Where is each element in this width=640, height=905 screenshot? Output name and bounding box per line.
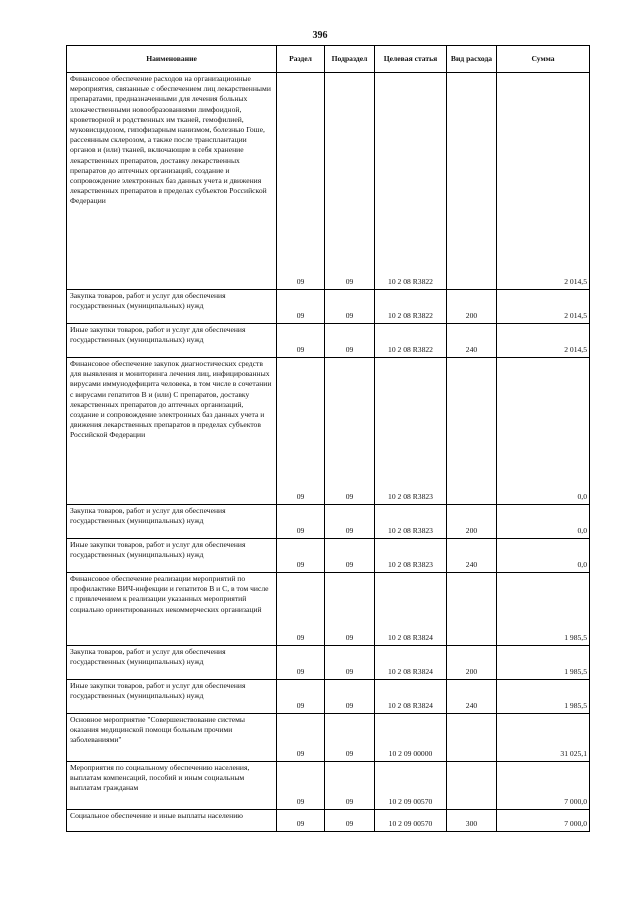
table-row [67, 505, 590, 539]
cell-article: 10 2 08 R3822 [375, 290, 447, 324]
cell-podrazdel: 09 [325, 762, 375, 810]
cell-razdel: 09 [277, 539, 325, 573]
cell-name: Финансовое обеспечение реализации мероприятий по профилактике ВИЧ-инфекции и гепатитов B и C, в том числе с привлечением к реализации указанных мероприятий социально ориентированных некоммерческих организаций [67, 573, 277, 646]
cell-name: Закупка товаров, работ и услуг для обеспечения государственных (муниципальных) нужд [67, 505, 277, 539]
cell-vid: 200 [447, 505, 497, 539]
cell-vid [447, 714, 497, 762]
cell-name: Закупка товаров, работ и услуг для обеспечения государственных (муниципальных) нужд [67, 290, 277, 324]
header-name: Наименование [67, 46, 277, 73]
cell-podrazdel: 09 [325, 810, 375, 832]
cell-sum: 0,0 [497, 539, 590, 573]
cell-name: Иные закупки товаров, работ и услуг для обеспечения государственных (муниципальных) нужд [67, 680, 277, 714]
cell-razdel: 09 [277, 573, 325, 646]
cell-sum: 1 985,5 [497, 646, 590, 680]
cell-vid: 240 [447, 324, 497, 358]
cell-razdel: 09 [277, 646, 325, 680]
cell-podrazdel: 09 [325, 358, 375, 505]
cell-podrazdel: 09 [325, 539, 375, 573]
cell-sum: 2 014,5 [497, 324, 590, 358]
table-header-row [67, 46, 590, 73]
cell-razdel: 09 [277, 290, 325, 324]
cell-sum: 31 025,1 [497, 714, 590, 762]
cell-article: 10 2 08 R3824 [375, 646, 447, 680]
cell-vid: 300 [447, 810, 497, 832]
cell-vid: 240 [447, 539, 497, 573]
cell-sum: 0,0 [497, 358, 590, 505]
cell-article: 10 2 08 R3822 [375, 324, 447, 358]
cell-article: 10 2 09 00570 [375, 810, 447, 832]
cell-vid: 240 [447, 680, 497, 714]
cell-razdel: 09 [277, 358, 325, 505]
header-sum: Сумма [497, 46, 590, 73]
header-vid: Вид расхода [447, 46, 497, 73]
cell-podrazdel: 09 [325, 324, 375, 358]
table-row [67, 680, 590, 714]
cell-podrazdel: 09 [325, 73, 375, 290]
header-podrazdel: Подраздел [325, 46, 375, 73]
cell-vid [447, 73, 497, 290]
header-article: Целевая статья [375, 46, 447, 73]
cell-sum: 7 000,0 [497, 810, 590, 832]
cell-razdel: 09 [277, 73, 325, 290]
table-row [67, 714, 590, 762]
cell-vid [447, 358, 497, 505]
cell-podrazdel: 09 [325, 646, 375, 680]
cell-article: 10 2 08 R3822 [375, 73, 447, 290]
table-row [67, 646, 590, 680]
table-row [67, 810, 590, 832]
cell-podrazdel: 09 [325, 680, 375, 714]
table-row [67, 573, 590, 646]
table-row [67, 358, 590, 505]
cell-name: Основное мероприятие "Совершенствование системы оказания медицинской помощи больным прочими заболеваниями" [67, 714, 277, 762]
table-row [67, 290, 590, 324]
cell-article: 10 2 08 R3823 [375, 505, 447, 539]
cell-vid: 200 [447, 646, 497, 680]
cell-podrazdel: 09 [325, 573, 375, 646]
cell-vid [447, 762, 497, 810]
cell-razdel: 09 [277, 324, 325, 358]
cell-article: 10 2 08 R3823 [375, 539, 447, 573]
cell-name: Закупка товаров, работ и услуг для обеспечения государственных (муниципальных) нужд [67, 646, 277, 680]
table-row [67, 324, 590, 358]
cell-razdel: 09 [277, 505, 325, 539]
table-row [67, 73, 590, 290]
page-number: 396 [312, 30, 328, 41]
cell-sum: 1 985,5 [497, 680, 590, 714]
table-row [67, 762, 590, 810]
cell-name: Финансовое обеспечение закупок диагностических средств для выявления и мониторинга лечения лиц, инфицированных вирусами иммунодефицита человека, в том числе в сочетании с вирусами гепатитов B и (или) C препаратов, доставку лекарственных препаратов до аптечных организаций, создание и сопровождение электронных баз данных учета и движения лекарственных препаратов в пределах субъектов Российской Федерации [67, 358, 277, 505]
cell-podrazdel: 09 [325, 505, 375, 539]
cell-sum: 2 014,5 [497, 290, 590, 324]
cell-vid: 200 [447, 290, 497, 324]
budget-table [66, 45, 590, 832]
cell-razdel: 09 [277, 680, 325, 714]
cell-article: 10 2 09 00570 [375, 762, 447, 810]
cell-sum: 7 000,0 [497, 762, 590, 810]
cell-sum: 1 985,5 [497, 573, 590, 646]
cell-podrazdel: 09 [325, 714, 375, 762]
cell-article: 10 2 09 00000 [375, 714, 447, 762]
cell-name: Финансовое обеспечение расходов на организационные мероприятия, связанные с обеспечением лиц лекарственными препаратами, предназначенными для лечения больных злокачественными новообразованиями лимфоидной, кроветворной и родственных им тканей, гемофилией, муковисцидозом, гипофизарным нанизмом, болезнью Гоше, рассеянным склерозом, а также после трансплантации органов и (или) тканей, включающие в себя хранение лекарственных препаратов, доставку лекарственных препаратов до аптечных организаций, создание и сопровождение электронных баз данных учета и движения лекарственных препаратов в пределах субъектов Российской Федерации [67, 73, 277, 290]
cell-name: Иные закупки товаров, работ и услуг для обеспечения государственных (муниципальных) нужд [67, 539, 277, 573]
header-razdel: Раздел [277, 46, 325, 73]
cell-name: Иные закупки товаров, работ и услуг для обеспечения государственных (муниципальных) нужд [67, 324, 277, 358]
cell-name: Мероприятия по социальному обеспечению населения, выплатам компенсаций, пособий и иным социальным выплатам гражданам [67, 762, 277, 810]
cell-podrazdel: 09 [325, 290, 375, 324]
cell-article: 10 2 08 R3823 [375, 358, 447, 505]
cell-name: Социальное обеспечение и иные выплаты населению [67, 810, 277, 832]
cell-razdel: 09 [277, 762, 325, 810]
cell-razdel: 09 [277, 714, 325, 762]
cell-razdel: 09 [277, 810, 325, 832]
cell-article: 10 2 08 R3824 [375, 573, 447, 646]
cell-article: 10 2 08 R3824 [375, 680, 447, 714]
table-row [67, 539, 590, 573]
cell-sum: 0,0 [497, 505, 590, 539]
cell-sum: 2 014,5 [497, 73, 590, 290]
cell-vid [447, 573, 497, 646]
